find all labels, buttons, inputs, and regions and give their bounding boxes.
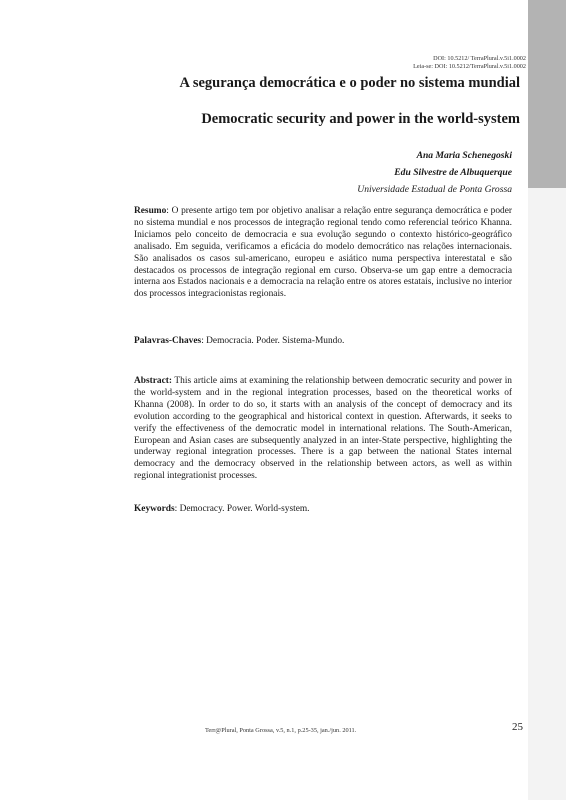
article-title-portuguese: A segurança democrática e o poder no sistema mundial	[179, 75, 520, 91]
keywords-label: Keywords	[134, 504, 175, 514]
palavras-chaves-text: : Democracia. Poder. Sistema-Mundo.	[201, 336, 345, 346]
journal-footer: Terr@Plural, Ponta Grossa, v.5, n.1, p.25-35, jan./jun. 2011.	[205, 727, 357, 734]
article-title-english: Democratic security and power in the world-system	[201, 111, 520, 127]
resumo-text: : O presente artigo tem por objetivo analisar a relação entre segurança democrática e poder no sistema mundial e nos processos de integração regional tendo como referencial teórico Khanna. Iniciamos pelo conceito de democracia e sua evolução segundo o contexto histórico-geográfico analisado. Em seguida, verificamos a eficácia do modelo democrático nas relações internacionais. São analisados os casos sul-americano, europeu e asiático numa perspectiva interestatal e são destacados os processos de integração regional em curso. Observa-se um gap entre a democracia interna aos Estados nacionais e a democracia na relação entre os atores estatais, inclusive no interior dos processos integracionistas regionais.	[134, 206, 512, 300]
palavras-chaves-label: Palavras-Chaves	[134, 336, 202, 346]
resumo-label: Resumo	[134, 206, 167, 216]
abstract-text: This article aims at examining the relationship between democratic security and power in the world-system and in the regional integration processes, based on the theoretical works of Khanna (2008). In order to do so, it starts with an analysis of the concept of democracy and its evolution according to the geographical and historical context in question. Afterwards, it seeks to verify the effectiveness of the democratic model in international relations. The South-American, European and Asian cases are subsequently analyzed in an inter-State perspective, highlighting the underway regional integration processes. There is a gap between the national States internal democracy and the democracy observed in the relationship between actors, as well as within regional integrationist processes.	[134, 376, 512, 482]
doi-line: DOI: 10.5212/ TerraPlural.v.5i1.0002	[433, 55, 526, 62]
resumo-paragraph	[134, 206, 512, 301]
palavras-chaves-paragraph	[134, 336, 512, 348]
author-block	[200, 147, 512, 198]
doi-correction-line: Leia-se: DOI: 10.5212/TerraPlural.v.5i1.0002	[413, 62, 526, 70]
abstract-label: Abstract:	[134, 376, 173, 386]
page-edge-margin	[528, 188, 566, 800]
page-number: 25	[512, 721, 523, 733]
abstract-paragraph	[134, 376, 512, 483]
keywords-text: : Democracy. Power. World-system.	[174, 504, 310, 514]
author-name: Ana Maria Schenegoski	[416, 150, 512, 161]
author-affiliation: Universidade Estadual de Ponta Grossa	[357, 184, 512, 195]
author-name: Edu Silvestre de Albuquerque	[394, 167, 512, 178]
doi-block	[413, 55, 526, 70]
keywords-paragraph	[134, 504, 512, 516]
page-edge-tab	[528, 0, 566, 188]
